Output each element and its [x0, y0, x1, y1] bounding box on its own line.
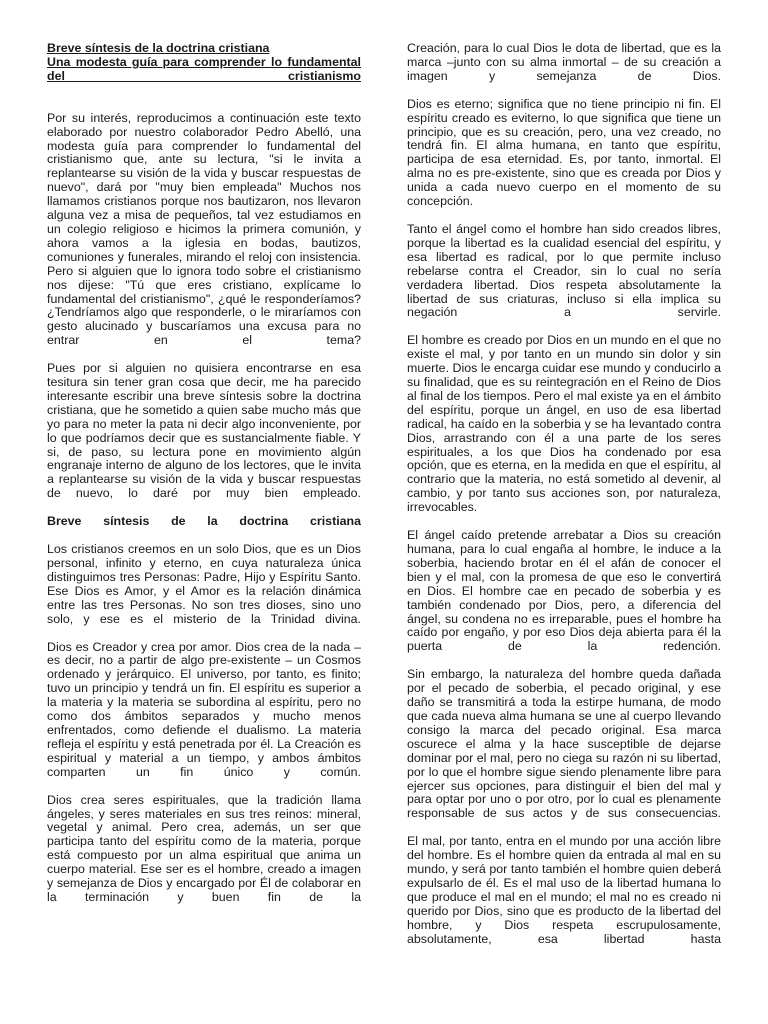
paragraph: El ángel caído pretende arrebatar a Dios su creación humana, para lo cual engaña al hombre, le induce a la soberbia, haciendo brotar en él el afán de conocer el bien y el mal, con la promesa de que eso le convertirá en Dios. El hombre cae en pecado de soberbia y es también condenado por Dios, pero, a diferencia del ángel, su condena no es irreparable, pues el hombre ha caído por engaño, y por eso Dios deja abierta para él la puerta de la redención.: [407, 528, 721, 654]
paragraph: Dios es Creador y crea por amor. Dios crea de la nada – es decir, no a partir de algo pre-existente – un Cosmos ordenado y jerárquico. El universo, por tanto, es finito; tuvo un principio y tendrá un fin. El espíritu es superior a la materia y la materia se subordina al espíritu, pero no como dos ámbitos separados y mucho menos enfrentados, como defiende el dualismo. La materia refleja el espíritu y está penetrada por él. La Creación es espiritual y material a un tiempo, y ambos ámbitos comparten un fin único y común.: [47, 639, 361, 779]
paragraph: Dios es eterno; significa que no tiene principio ni fin. El espíritu creado es eviterno, lo que significa que tiene un principio, que es su creación, pero, una vez creado, no tendrá fin. El alma humana, en tanto que espíritu, participa de esa eternidad. Es, por tanto, inmortal. El alma no es pre-existente, sino que es creada por Dios y unida a cada nuevo cuerpo en el momento de su concepción.: [407, 96, 721, 209]
paragraph: Pues por si alguien no quisiera encontrarse en esa tesitura sin tener gran cosa que decir, me ha parecido interesante escribir una breve síntesis sobre la doctrina cristiana, que he sometido a quien sabe mucho más que yo para no meter la pata ni decir algo inconveniente, por lo que podríamos decir que es sustancialmente fiable. Y si, de paso, su lectura pone en movimiento algún engranaje interno de alguno de los lectores, que le invita a replantearse su visión de la vida y buscar respuestas de nuevo, lo daré por muy bien empleado.: [47, 361, 361, 501]
paragraph: Los cristianos creemos en un solo Dios, que es un Dios personal, infinito y eterno, en cuya naturaleza única distinguimos tres Personas: Padre, Hijo y Espíritu Santo. Ese Dios es Amor, y el Amor es la relación dinámica entre las tres Personas. No son tres dioses, sino uno solo, y ese es el misterio de la Trinidad divina.: [47, 542, 361, 626]
paragraph: Dios crea seres espirituales, que la tradición llama ángeles, y seres materiales en sus tres reinos: mineral, vegetal y animal. Pero crea, además, un ser que participa tanto del espíritu como de la materia, porque está compuesto por un alma espiritual que anima un cuerpo material. Ese ser es el hombre, creado a imagen y semejanza de Dios y encargado por Él de colaborar en la terminación y buen fin de la: [47, 792, 361, 904]
paragraph: Tanto el ángel como el hombre han sido creados libres, porque la libertad es la cualidad esencial del espíritu, y esa libertad es radical, por lo que permite incluso rebelarse contra el Creador, sin lo cual no sería verdadera libertad. Dios respeta absolutamente la libertad de sus criaturas, incluso si ella implica su negación a servirle.: [407, 221, 721, 320]
paragraph: El hombre es creado por Dios en un mundo en el que no existe el mal, y por tanto en un mundo sin dolor y sin muerte. Dios le encarga cuidar ese mundo y conducirlo a su finalidad, que es su reintegración en el Reino de Dios al final de los tiempos. Pero el mal existe ya en el ámbito del espíritu, porque un ángel, en uso de esa libertad radical, ha caído en la soberbia y se ha levantado contra Dios, arrastrando con él a una parte de los seres espirituales, a los que Dios ha condenado por esa opción, que es eterna, en la medida en que el espíritu, al contrario que la materia, no está sometido al devenir, al cambio, y por tanto sus acciones son, por naturaleza, irrevocables.: [407, 333, 721, 515]
paragraph: Por su interés, reproducimos a continuación este texto elaborado por nuestro colaborador Pedro Abelló, una modesta guía para comprender lo fundamental del cristianismo que, ante su lectura, "si le invita a replantearse su visión de la vida y buscar respuestas de nuevo", dará por "muy bien empleada" Muchos nos llamamos cristianos porque nos bautizaron, nos llevaron alguna vez a misa de pequeños, tal vez estudiamos en un colegio religioso e hicimos la primera comunión, y ahora vamos a la iglesia en bodas, bautizos, comuniones y funerales, mirando el reloj con insistencia. Pero si alguien que lo ignora todo sobre el cristianismo nos dijese: "Tú que eres cristiano, explícame lo fundamental del cristianismo", ¿qué le responderíamos? ¿Tendríamos algo que responderle, o le miraríamos con gesto alucinado y buscaríamos una excusa para no entrar en el tema?: [47, 110, 361, 348]
right-column: [407, 42, 721, 960]
paragraph: Sin embargo, la naturaleza del hombre queda dañada por el pecado de soberbia, el pecado original, y ese daño se transmitirá a toda la estirpe humana, de modo que cada nueva alma humana se une al cuerpo llevando consigo la marca del pecado original. Esa marca oscurece el alma y la hace susceptible de dejarse dominar por el mal, pero no ciega su razón ni su libertad, por lo que el hombre sigue siendo plenamente libre para ejercer sus opciones, para distinguir el bien del mal y para optar por uno o por otro, por lo cual es plenamente responsable de sus actos y de sus consecuencias.: [407, 667, 721, 821]
title-block: [47, 42, 361, 84]
document-subtitle: Una modesta guía para comprender lo fundamental del cristianismo: [47, 54, 361, 83]
left-column: [47, 42, 361, 919]
paragraph: El mal, por tanto, entra en el mundo por una acción libre del hombre. Es el hombre quien da entrada al mal en su mundo, y será por tanto también el hombre quien deberá expulsarlo de él. Es el mal uso de la libertad humana lo que produce el mal en el mundo; el mal no es creado ni querido por Dios, sino que es producto de la libertad del hombre, y Dios respeta escrupulosamente, absolutamente, esa libertad hasta: [407, 834, 721, 946]
document-title: Breve síntesis de la doctrina cristiana: [47, 41, 270, 55]
paragraph: Creación, para lo cual Dios le dota de libertad, que es la marca –junto con su alma inmortal – de su creación a imagen y semejanza de Dios.: [407, 41, 721, 83]
section-heading: Breve síntesis de la doctrina cristiana: [47, 514, 361, 529]
